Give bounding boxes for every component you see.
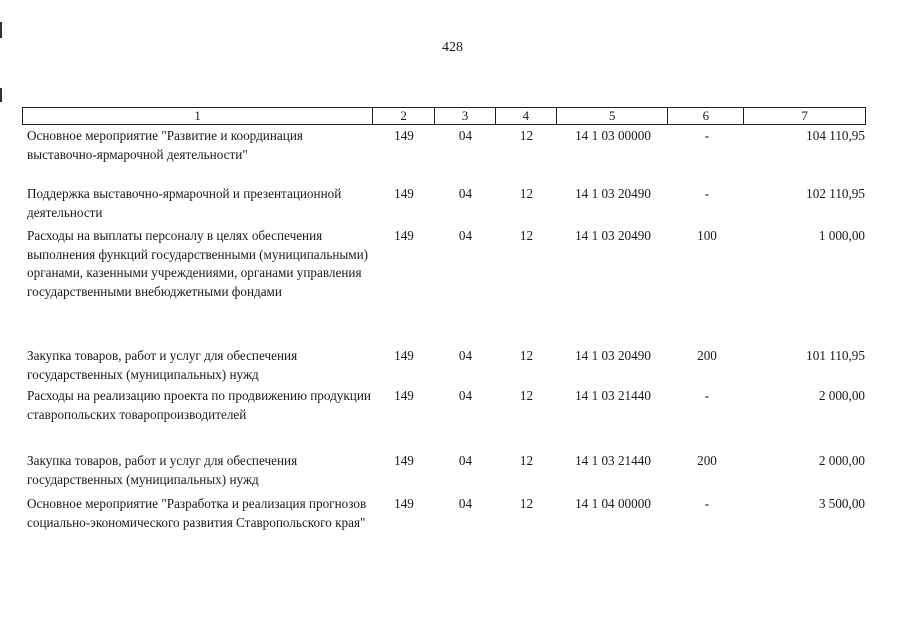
row-subsection: 12 [519, 348, 534, 363]
row-subsection: 12 [519, 453, 534, 468]
row-name: Расходы на выплаты персоналу в целях обеспечения выполнения функций государственными (муниципальными) органами, казенными учреждениями, органами управления государственными внебюджетными фондами [27, 228, 369, 299]
row-grbs: 149 [394, 186, 414, 201]
row-subsection: 12 [519, 228, 534, 243]
row-name: Закупка товаров, работ и услуг для обеспечения государственных (муниципальных) нужд [27, 453, 298, 487]
column-header: 5 [557, 108, 669, 124]
row-target-article: 14 1 03 21440 [575, 388, 651, 403]
row-grbs: 149 [394, 496, 414, 511]
row-subsection: 12 [519, 388, 534, 403]
row-section: 04 [458, 453, 473, 468]
row-expense-type: - [704, 186, 710, 201]
row-grbs: 149 [394, 453, 414, 468]
row-expense-type: - [704, 128, 710, 143]
row-section: 04 [458, 128, 473, 143]
column-header: 1 [23, 108, 373, 124]
row-name: Поддержка выставочно-ярмарочной и презентационной деятельности [27, 186, 342, 220]
column-header: 6 [668, 108, 744, 124]
row-name: Основное мероприятие "Разработка и реализация прогнозов социально-экономического развития Ставропольского края" [27, 496, 367, 530]
row-subsection: 12 [519, 496, 534, 511]
row-grbs: 149 [394, 228, 414, 243]
row-name: Расходы на реализацию проекта по продвижению продукции ставропольских товаропроизводителей [27, 388, 371, 422]
row-grbs: 149 [394, 388, 414, 403]
row-target-article: 14 1 03 20490 [575, 186, 651, 201]
row-target-article: 14 1 03 21440 [575, 453, 651, 468]
table-header-row [22, 107, 866, 125]
row-expense-type: - [704, 388, 710, 403]
row-amount: 2 000,00 [818, 388, 865, 403]
column-header: 7 [801, 108, 808, 123]
row-expense-type: 200 [697, 348, 717, 363]
row-target-article: 14 1 03 00000 [575, 128, 651, 143]
scan-edge-mark [0, 88, 2, 102]
row-name: Закупка товаров, работ и услуг для обеспечения государственных (муниципальных) нужд [27, 348, 298, 382]
row-section: 04 [458, 496, 473, 511]
row-expense-type: - [704, 496, 710, 511]
column-header: 3 [435, 108, 496, 124]
row-subsection: 12 [519, 128, 534, 143]
row-amount: 3 500,00 [818, 496, 865, 511]
row-grbs: 149 [394, 348, 414, 363]
row-section: 04 [458, 228, 473, 243]
row-name: Основное мероприятие "Развитие и координация выставочно-ярмарочной деятельности" [27, 128, 303, 162]
row-amount: 101 110,95 [806, 348, 865, 363]
row-target-article: 14 1 03 20490 [575, 228, 651, 243]
column-header: 2 [373, 108, 435, 124]
row-subsection: 12 [519, 186, 534, 201]
row-amount: 2 000,00 [818, 453, 865, 468]
row-section: 04 [458, 186, 473, 201]
row-section: 04 [458, 348, 473, 363]
row-amount: 104 110,95 [806, 128, 865, 143]
row-expense-type: 100 [697, 228, 717, 243]
column-header: 4 [496, 108, 557, 124]
row-expense-type: 200 [697, 453, 717, 468]
row-grbs: 149 [394, 128, 414, 143]
row-amount: 1 000,00 [818, 228, 865, 243]
row-section: 04 [458, 388, 473, 403]
scan-edge-mark [0, 22, 2, 38]
row-amount: 102 110,95 [806, 186, 865, 201]
page-number: 428 [442, 40, 463, 55]
row-target-article: 14 1 03 20490 [575, 348, 651, 363]
row-target-article: 14 1 04 00000 [575, 496, 651, 511]
